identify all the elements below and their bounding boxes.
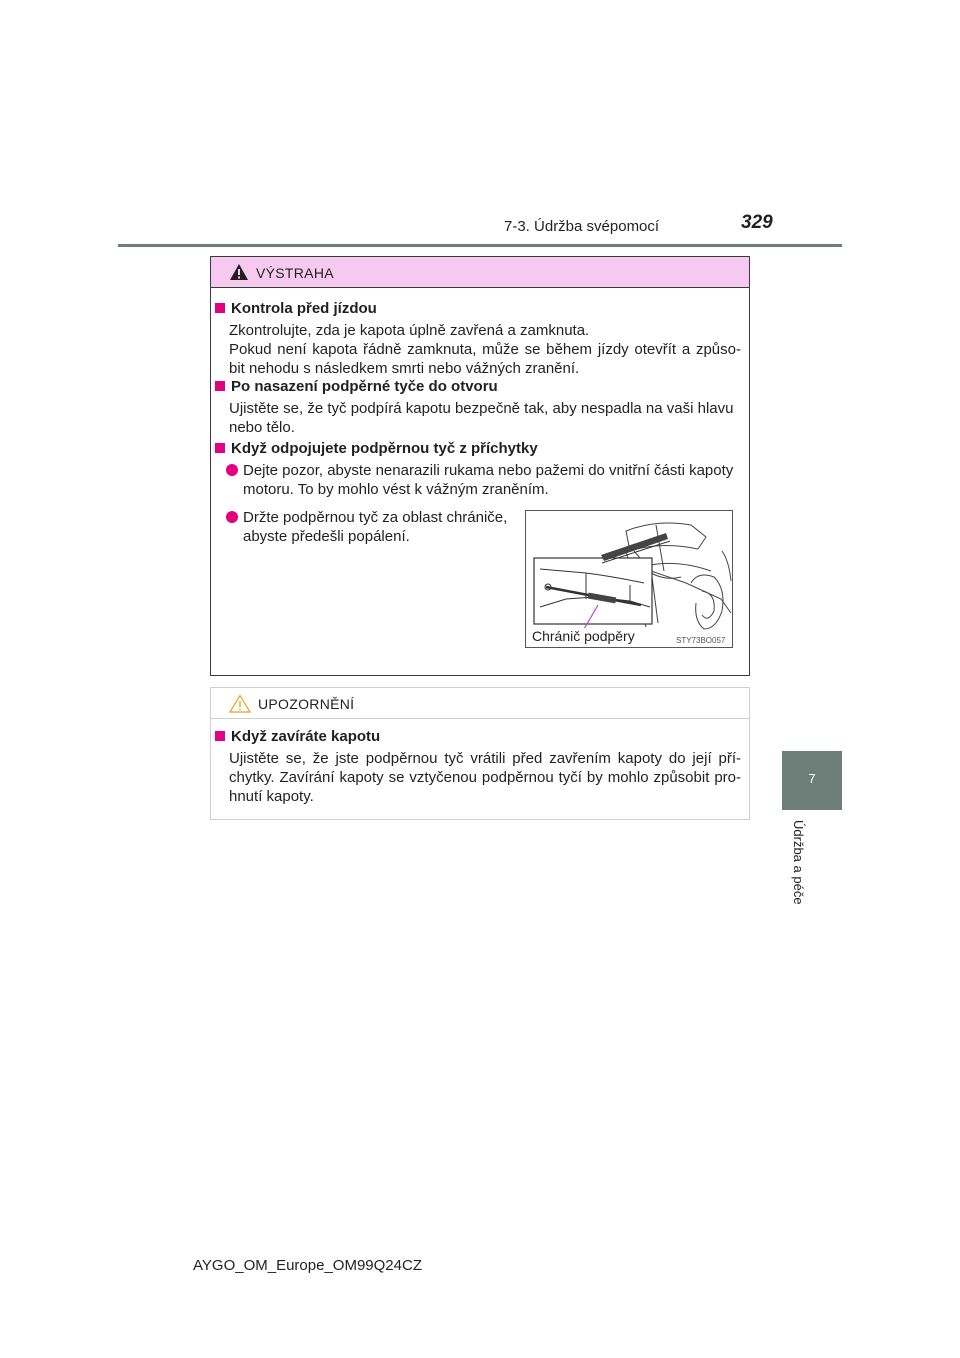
caution-heading: UPOZORNĚNÍ [258,696,355,712]
square-bullet-icon [215,443,225,453]
section-title: 7-3. Údržba svépomocí [504,218,660,235]
square-bullet-icon [215,731,225,741]
warning-section-2-title: Po nasazení podpěrné tyče do otvoru [215,378,498,395]
hood-prop-illustration [525,510,733,648]
warning-bullet-1-line-2: motoru. To by mohlo vést k vážným zraněním. [243,481,549,498]
warning-s1-line-3: bit nehodu s následkem smrti nebo vážných zranění. [229,360,580,377]
warning-s2-line-1: Ujistěte se, že tyč podpírá kapotu bezpečně tak, aby nespadla na vaši hlavu [229,400,734,417]
square-bullet-icon [215,381,225,391]
figure-label: Chránič podpěry [532,628,635,644]
document-id: AYGO_OM_Europe_OM99Q24CZ [193,1257,422,1274]
caution-line-2: chytky. Zavírání kapoty se vztyčenou podpěrnou tyčí by mohlo způsobit pro- [229,769,741,786]
chapter-number: 7 [808,771,816,786]
warning-triangle-icon [229,263,249,281]
chapter-tab [782,751,842,810]
caution-header [211,688,749,719]
warning-bullet-1: Dejte pozor, abyste nenarazili rukama nebo pažemi do vnitřní části kapoty [226,461,733,480]
square-bullet-icon [215,303,225,313]
round-bullet-icon [226,464,238,476]
caution-title: Když zavíráte kapotu [215,728,380,745]
round-bullet-icon [226,511,238,523]
figure-code: STY73BO057 [676,636,726,645]
warning-header [211,257,749,288]
warning-s1-line-2: Pokud není kapota řádně zamknuta, může se během jízdy otevřít a způso- [229,341,741,358]
caution-triangle-icon [229,694,251,713]
chapter-label: Údržba a péče [791,820,806,905]
warning-section-1-title: Kontrola před jízdou [215,300,377,317]
warning-s1-line-1: Zkontrolujte, zda je kapota úplně zavřená a zamknuta. [229,322,590,339]
page-number: 329 [741,212,773,233]
warning-bullet-2: Držte podpěrnou tyč za oblast chrániče, [226,508,507,527]
caution-line-1: Ujistěte se, že jste podpěrnou tyč vrátili před zavřením kapoty do její pří- [229,750,741,767]
header-rule [118,244,842,247]
warning-heading: VÝSTRAHA [256,265,334,281]
warning-section-3-title: Když odpojujete podpěrnou tyč z příchytky [215,440,538,457]
warning-s2-line-2: nebo tělo. [229,419,295,436]
warning-bullet-2-line-2: abyste předešli popálení. [243,528,410,545]
caution-line-3: hnutí kapoty. [229,788,314,805]
